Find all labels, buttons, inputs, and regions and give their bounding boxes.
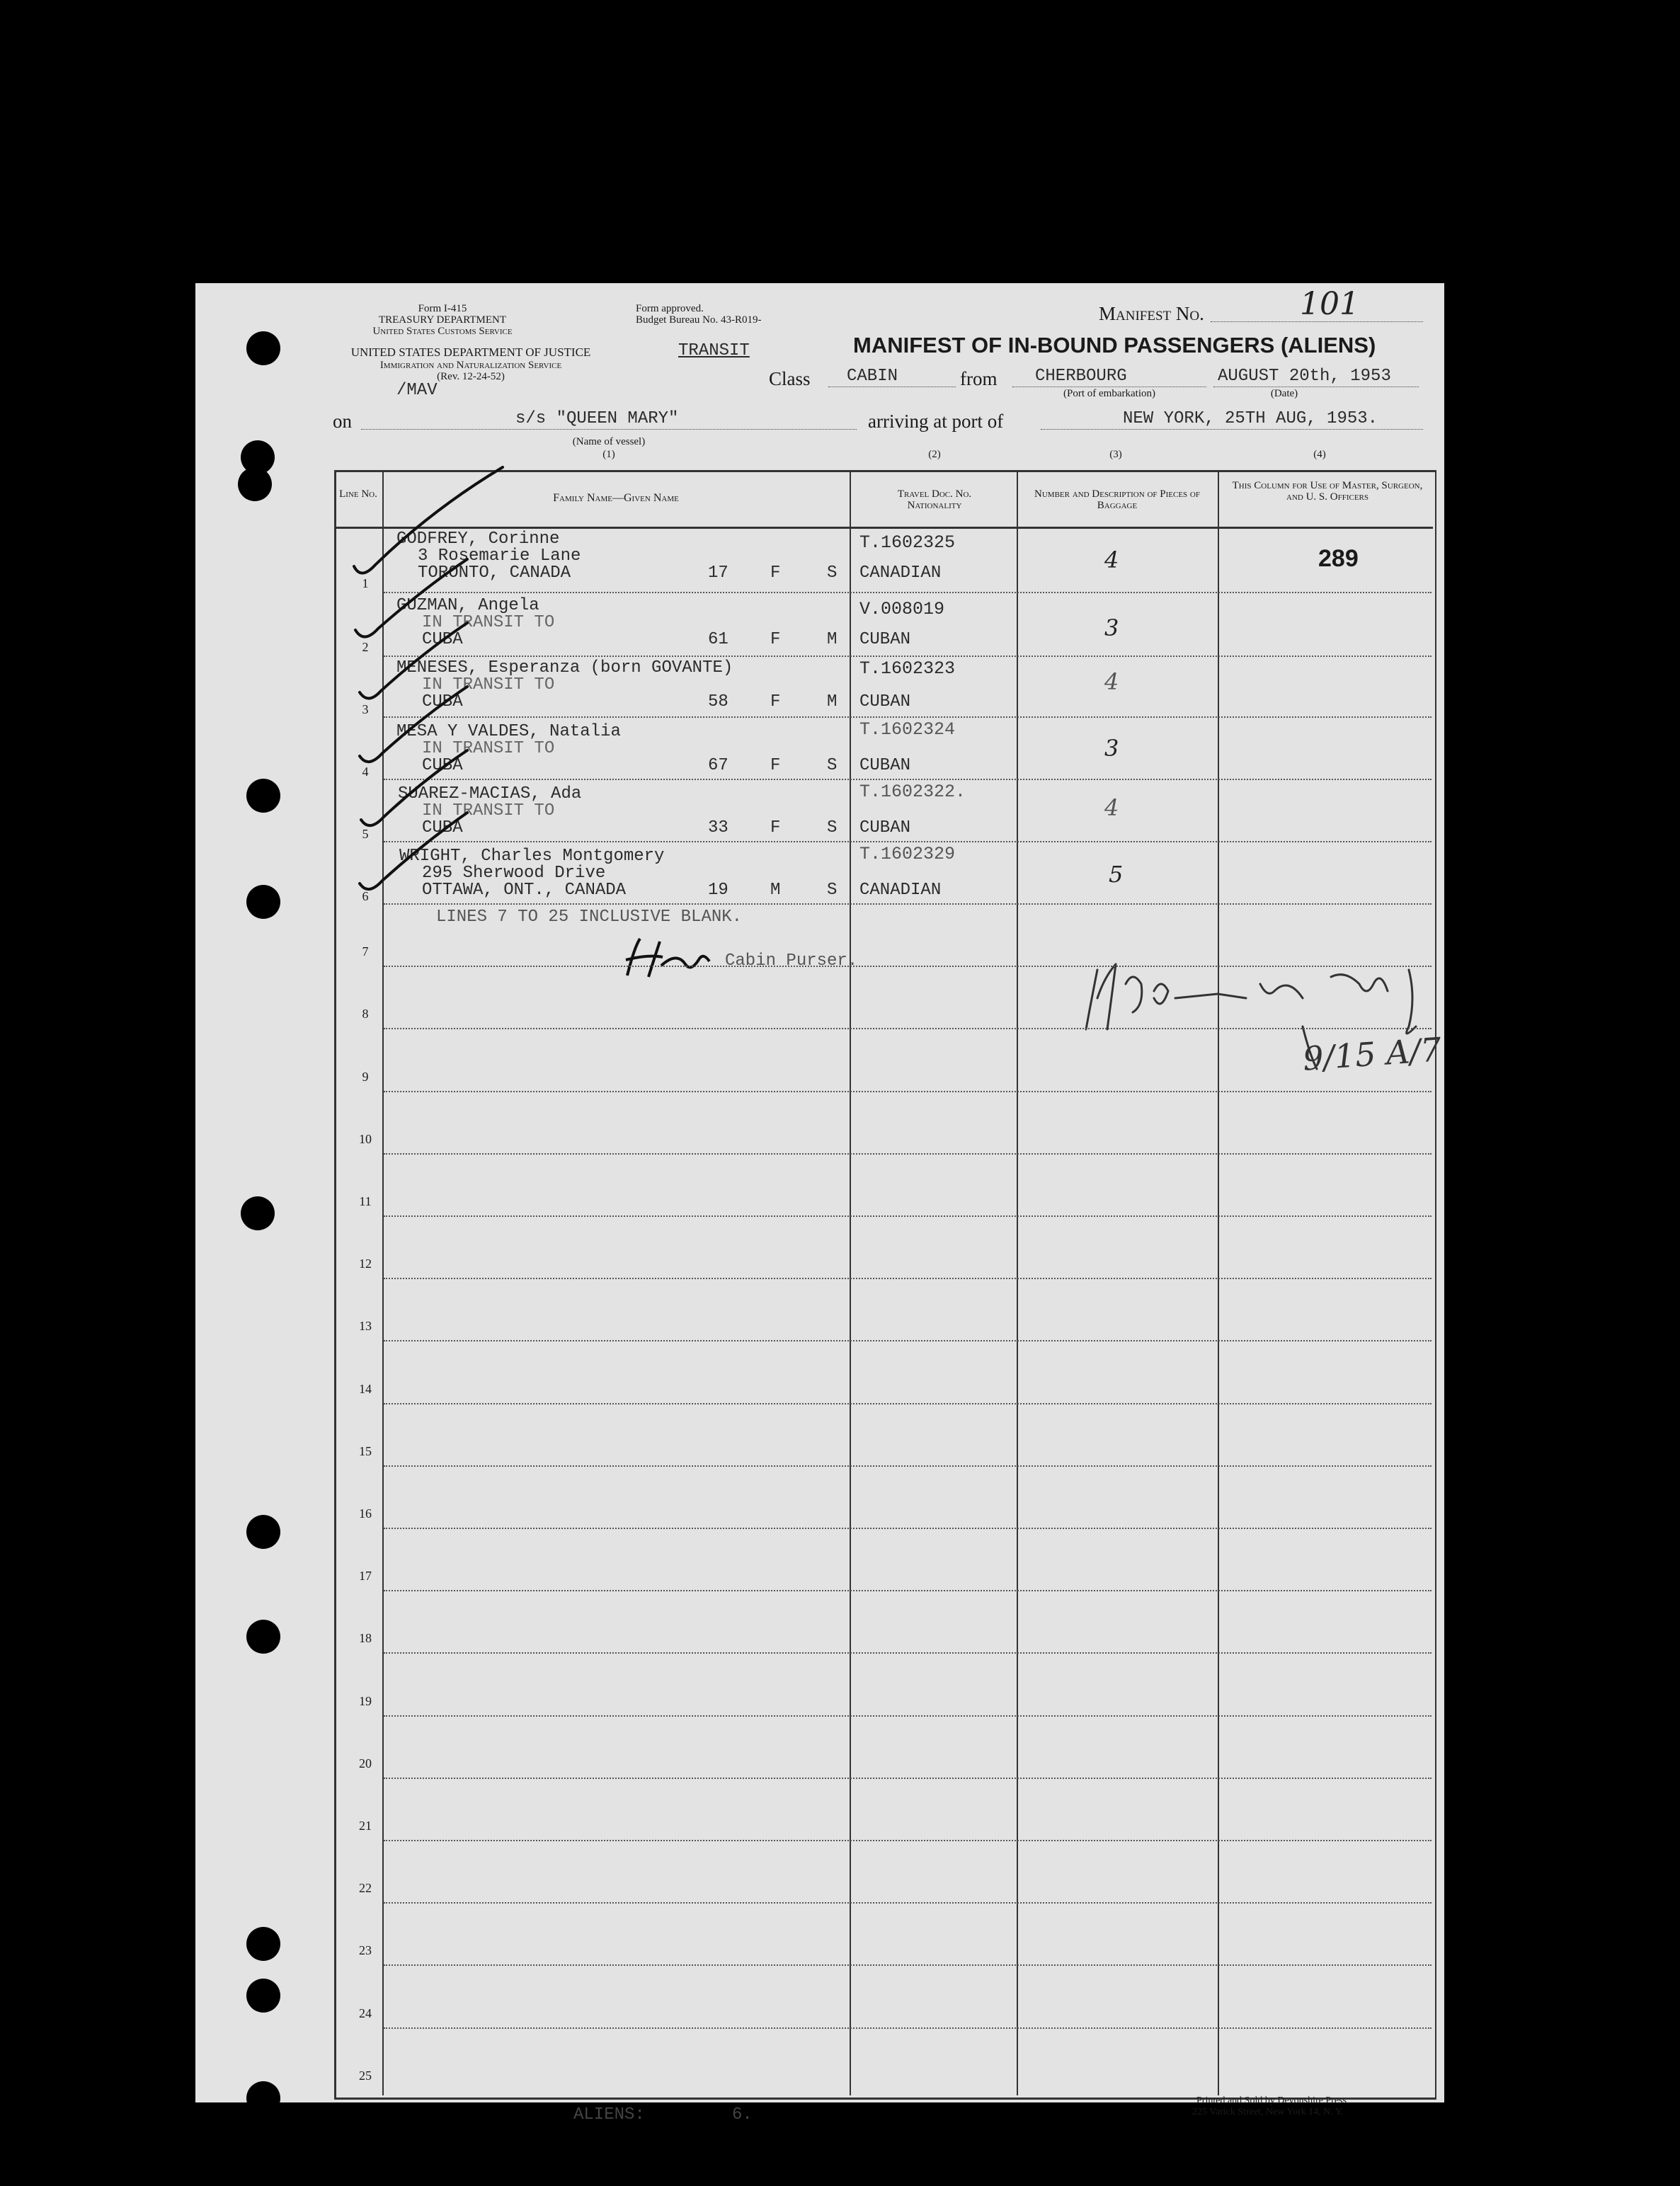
nationality: CANADIAN <box>859 563 942 583</box>
header-travel-doc: Travel Doc. No. Nationality <box>897 488 972 511</box>
check-marks <box>347 453 510 920</box>
line-number: 24 <box>359 2005 372 2020</box>
vessel-name: s/s "QUEEN MARY" <box>515 409 679 428</box>
passenger-address: 295 Sherwood Drive <box>422 864 606 883</box>
transit-stamp: TRANSIT <box>678 341 750 360</box>
line-number: 9 <box>362 1069 369 1084</box>
baggage-count: 3 <box>1104 735 1119 762</box>
row-rule <box>384 2027 1432 2029</box>
row-rule <box>384 966 1432 967</box>
line-number: 1 <box>362 576 369 590</box>
arrival-port-date: NEW YORK, 25TH AUG, 1953. <box>1123 409 1378 428</box>
header-baggage: Number and Description of Pieces of Baggage <box>1034 488 1200 511</box>
nationality: CUBAN <box>859 818 911 837</box>
officer-stamp: 289 <box>1318 545 1359 572</box>
passenger-name: SUAREZ-MACIAS, Ada <box>398 784 582 803</box>
column-4-label: (4) <box>1313 449 1326 460</box>
column-2-label: (2) <box>928 449 941 460</box>
column-1-label: (1) <box>602 449 615 460</box>
passenger-status: S <box>827 818 838 837</box>
passenger-address: 3 Rosemarie Lane <box>418 546 581 566</box>
passenger-address: IN TRANSIT TO <box>422 675 555 694</box>
row-rule <box>384 1590 1432 1591</box>
budget-bureau: Budget Bureau No. 43-R019- <box>636 314 762 326</box>
binder-hole <box>241 1196 275 1230</box>
header-line-no: Line No. <box>339 488 377 500</box>
passenger-status: S <box>827 756 838 775</box>
binder-hole <box>246 779 280 813</box>
line-number: 16 <box>359 1506 372 1521</box>
passenger-age: 19 <box>708 881 728 900</box>
passenger-name: MENESES, Esperanza (born GOVANTE) <box>396 658 733 677</box>
ins-label: Immigration and Naturalization Service <box>379 360 562 371</box>
row-rule <box>384 1528 1432 1529</box>
row-rule <box>384 1153 1432 1155</box>
form-number: Form I-415 <box>418 303 467 314</box>
row-rule <box>384 1403 1432 1404</box>
justice-label: UNITED STATES DEPARTMENT OF JUSTICE <box>350 345 591 359</box>
passenger-name: MESA Y VALDES, Natalia <box>396 722 621 741</box>
row-rule <box>384 1902 1432 1904</box>
passenger-address: OTTAWA, ONT., CANADA <box>422 881 627 900</box>
binder-hole <box>238 467 272 501</box>
line-number: 10 <box>359 1131 372 1146</box>
binder-hole <box>246 2081 280 2115</box>
passenger-address: CUBA <box>422 756 463 775</box>
passenger-status: S <box>827 563 838 583</box>
nationality: CUBAN <box>859 756 911 775</box>
officer-note: 9/15 A/7 <box>1301 1030 1443 1078</box>
row-rule <box>384 1964 1432 1966</box>
row-rule <box>384 1028 1432 1029</box>
passenger-status: M <box>827 692 838 711</box>
header-name: Family Name—Given Name <box>553 492 679 504</box>
from-label: from <box>960 368 998 389</box>
travel-doc-no: T.1602325 <box>859 532 956 553</box>
binder-hole <box>246 1927 280 1961</box>
passenger-name: WRIGHT, Charles Montgomery <box>399 847 665 866</box>
passenger-name: GUZMAN, Angela <box>396 596 539 615</box>
passenger-sex: F <box>770 756 781 775</box>
binder-hole <box>246 1620 280 1654</box>
passenger-address: IN TRANSIT TO <box>422 613 555 632</box>
line-number: 25 <box>359 2068 372 2083</box>
on-label: on <box>333 411 352 432</box>
arriving-label: arriving at port of <box>868 411 1004 432</box>
passenger-age: 61 <box>708 630 728 649</box>
clerk-initials: /MAV <box>396 381 438 400</box>
row-rule <box>384 1091 1432 1092</box>
passenger-address: TORONTO, CANADA <box>418 563 571 583</box>
baggage-count: 4 <box>1104 794 1119 821</box>
line-number: 20 <box>359 1756 372 1770</box>
purser-title: Cabin Purser. <box>725 951 858 971</box>
line-number: 2 <box>362 640 369 654</box>
passenger-address: CUBA <box>422 692 463 711</box>
printer-line-2: 225 Varick Street, New York 14, N. Y. <box>1192 2107 1344 2117</box>
row-rule <box>384 1340 1432 1341</box>
vessel-caption: (Name of vessel) <box>572 436 646 447</box>
header-officers: This Column for Use of Master, Surgeon, and U. S. Officers <box>1232 480 1423 503</box>
revision-label: (Rev. 12-24-52) <box>437 371 505 382</box>
passenger-sex: F <box>770 563 781 583</box>
line-number: 13 <box>359 1319 372 1334</box>
travel-doc-no: T.1602322. <box>859 782 966 802</box>
row-rule <box>384 1215 1432 1217</box>
line-number: 22 <box>359 1881 372 1896</box>
column-3-label: (3) <box>1109 449 1122 460</box>
passenger-address: CUBA <box>422 818 463 837</box>
line-number: 6 <box>362 889 369 903</box>
passenger-status: M <box>827 630 838 649</box>
nationality: CUBAN <box>859 692 911 711</box>
manifest-title: MANIFEST OF IN-BOUND PASSENGERS (ALIENS) <box>853 333 1376 357</box>
row-rule <box>384 1778 1432 1779</box>
passenger-status: S <box>827 881 838 900</box>
row-rule <box>384 1715 1432 1717</box>
binder-hole <box>246 1515 280 1549</box>
line-number: 17 <box>359 1569 372 1584</box>
passenger-name: GODFREY, Corinne <box>396 530 560 549</box>
line-number: 7 <box>362 944 369 959</box>
baggage-count: 5 <box>1109 861 1124 888</box>
passenger-age: 33 <box>708 818 728 837</box>
port-embarkation-caption: (Port of embarkation) <box>1063 388 1155 399</box>
printer-line-1: Printed and Sold by Devonshire Press <box>1196 2095 1347 2106</box>
passenger-age: 67 <box>708 756 728 775</box>
class-label: Class <box>769 368 811 389</box>
baggage-count: 3 <box>1104 614 1119 641</box>
class-value: CABIN <box>847 367 898 386</box>
row-rule <box>384 1652 1432 1654</box>
line-number: 3 <box>362 702 369 716</box>
binder-hole <box>246 331 280 365</box>
baggage-count: 4 <box>1104 668 1119 695</box>
date-caption: (Date) <box>1270 388 1298 399</box>
aliens-label: ALIENS: <box>573 2105 645 2124</box>
treasury-label: TREASURY DEPARTMENT <box>378 314 507 326</box>
line-number: 23 <box>359 1943 372 1958</box>
travel-doc-no: T.1602329 <box>859 844 956 864</box>
row-rule <box>384 1278 1432 1279</box>
travel-doc-no: T.1602324 <box>859 719 956 740</box>
passenger-address: IN TRANSIT TO <box>422 801 555 820</box>
manifest-no-label: Manifest No. <box>1099 303 1204 324</box>
form-approved: Form approved. <box>636 303 704 314</box>
passenger-sex: F <box>770 692 781 711</box>
row-rule <box>384 1840 1432 1841</box>
passenger-age: 58 <box>708 692 728 711</box>
nationality: CANADIAN <box>859 881 942 900</box>
baggage-count: 4 <box>1104 546 1119 573</box>
travel-doc-no: V.008019 <box>859 599 945 619</box>
passenger-sex: F <box>770 818 781 837</box>
aliens-count: 6. <box>732 2105 753 2124</box>
passenger-address: CUBA <box>422 630 463 649</box>
line-number: 15 <box>359 1443 372 1458</box>
passenger-age: 17 <box>708 563 728 583</box>
port-of-embarkation: CHERBOURG <box>1035 367 1127 386</box>
purser-signature <box>620 933 712 983</box>
passenger-address: IN TRANSIT TO <box>422 739 555 758</box>
row-rule <box>384 1465 1432 1467</box>
blank-lines-note: LINES 7 TO 25 INCLUSIVE BLANK. <box>436 908 743 927</box>
customs-label: United States Customs Service <box>372 326 513 337</box>
line-number: 12 <box>359 1257 372 1271</box>
passenger-sex: F <box>770 630 781 649</box>
line-number: 18 <box>359 1631 372 1646</box>
travel-doc-no: T.1602323 <box>859 658 956 679</box>
line-number: 5 <box>362 827 369 841</box>
binder-hole <box>246 885 280 919</box>
line-number: 14 <box>359 1381 372 1396</box>
manifest-number: 101 <box>1300 286 1359 322</box>
binder-hole <box>246 1979 280 2013</box>
line-number: 11 <box>359 1194 372 1208</box>
departure-date: AUGUST 20th, 1953 <box>1218 367 1391 386</box>
line-number: 4 <box>362 765 369 779</box>
line-number: 21 <box>359 1819 372 1833</box>
line-number: 19 <box>359 1693 372 1708</box>
nationality: CUBAN <box>859 630 911 649</box>
line-number: 8 <box>362 1007 369 1022</box>
passenger-sex: M <box>770 881 781 900</box>
